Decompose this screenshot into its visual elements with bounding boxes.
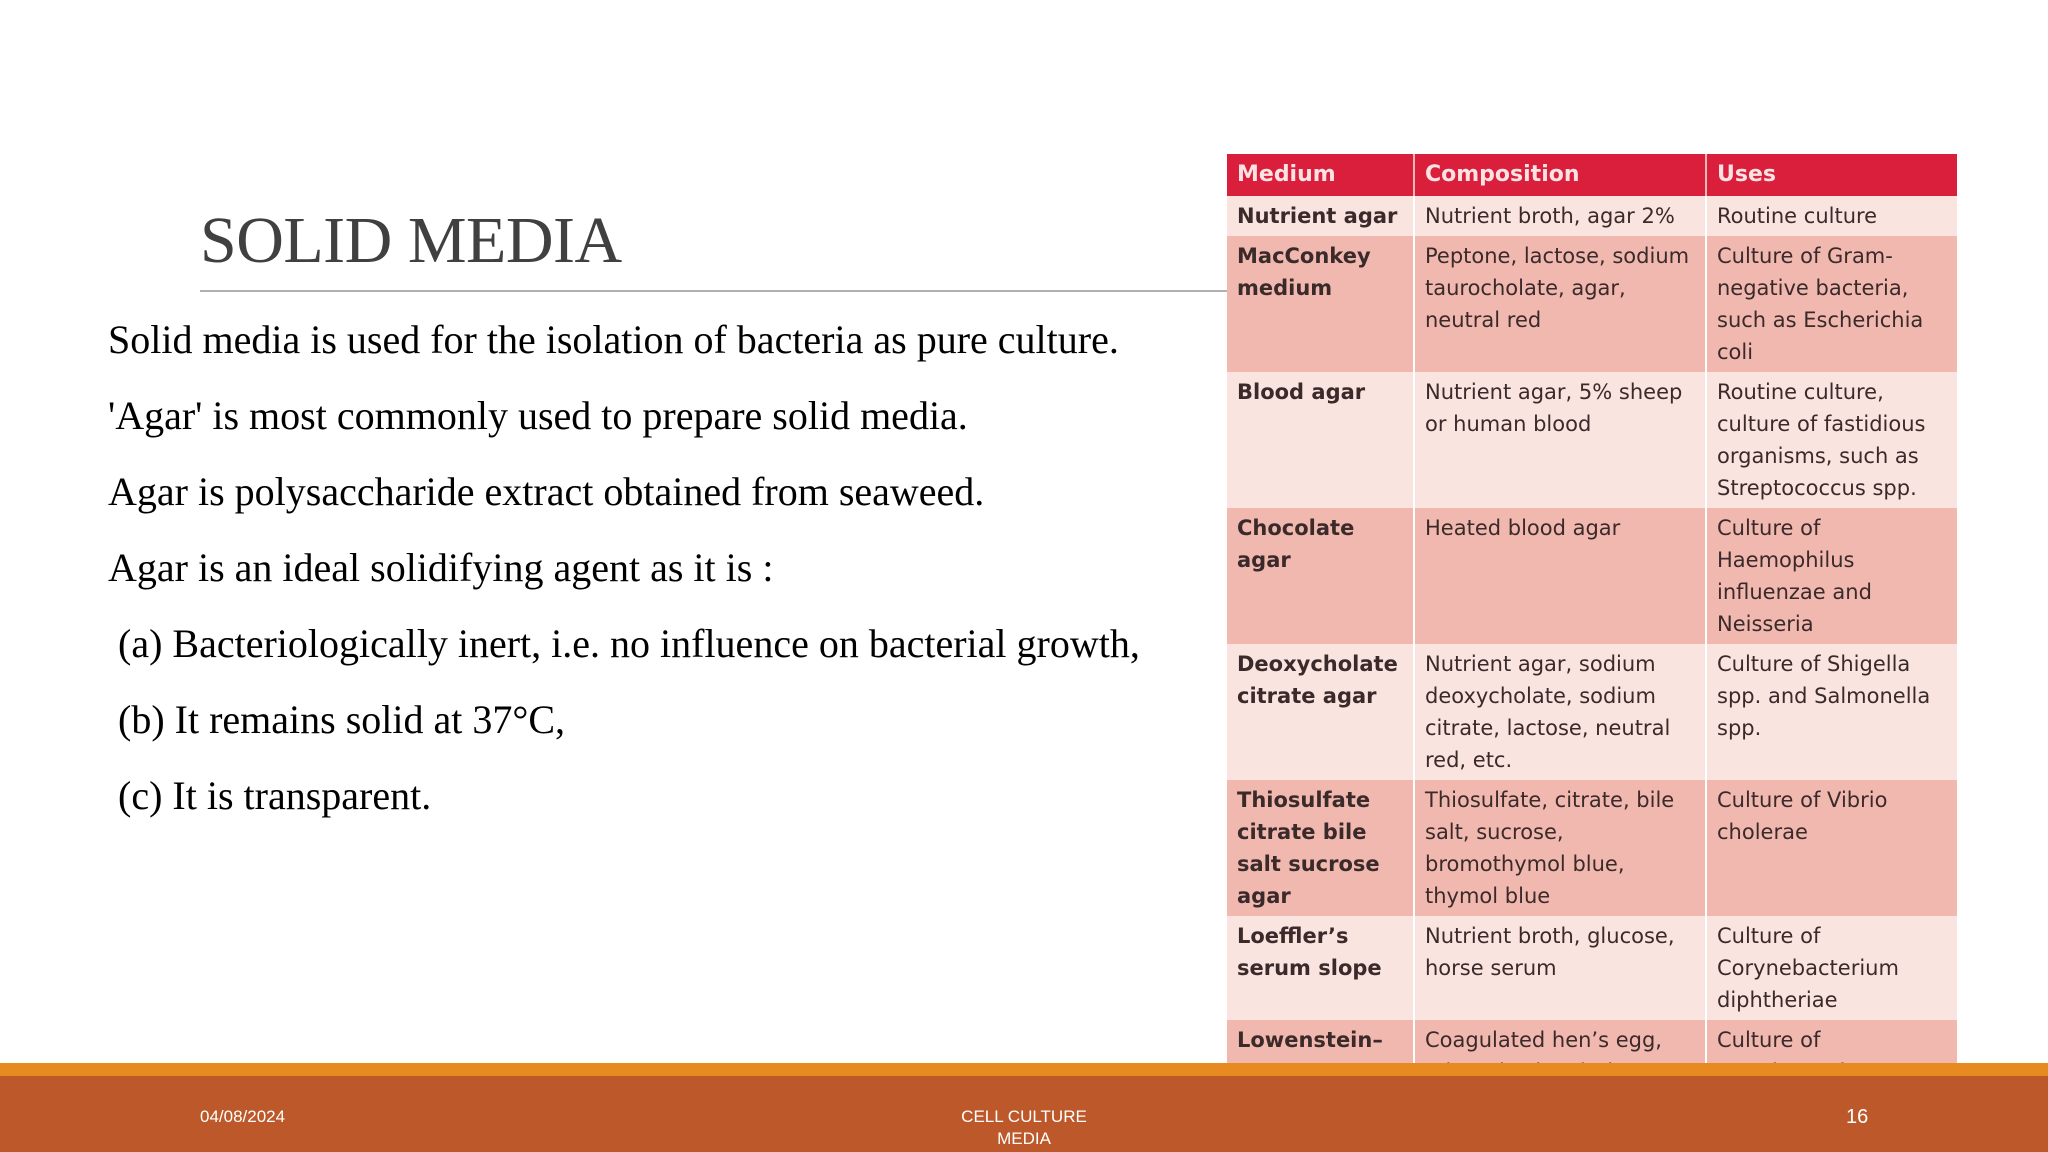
cell-uses: Culture of Gram-negative bacteria, such as Escherichia coli — [1706, 236, 1957, 372]
table-row — [1227, 196, 1957, 236]
cell-medium: MacConkey medium — [1227, 236, 1414, 372]
cell-composition: Nutrient agar, 5% sheep or human blood — [1414, 372, 1706, 508]
body-line-sub: (a) Bacteriologically inert, i.e. no influence on bacterial growth, — [118, 621, 1140, 666]
slide-title: SOLID MEDIA — [200, 204, 622, 277]
cell-medium: Thiosulfate citrate bile salt sucrose agar — [1227, 780, 1414, 916]
table-row — [1227, 916, 1957, 1020]
footer-date: 04/08/2024 — [200, 1107, 286, 1126]
cell-medium: Deoxycholate citrate agar — [1227, 644, 1414, 780]
cell-composition: Coagulated hen’s egg, — [1414, 1020, 1706, 1152]
cell-medium: Chocolate agar — [1227, 508, 1414, 644]
body-line: Agar is an ideal solidifying agent as it is : — [108, 545, 774, 590]
header-uses: Uses — [1706, 154, 1957, 196]
cell-uses: Routine culture — [1706, 196, 1957, 236]
body-line: 'Agar' is most commonly used to prepare solid media. — [108, 393, 968, 438]
cell-composition: Nutrient broth, agar 2% — [1414, 196, 1706, 236]
cell-uses: Routine culture, culture of fastidious organisms, such as Streptococcus spp. — [1706, 372, 1957, 508]
cell-medium: Lowenstein– — [1227, 1020, 1414, 1152]
cell-composition: Nutrient agar, sodium deoxycholate, sodium citrate, lactose, neutral red, etc. — [1414, 644, 1706, 780]
cell-composition: Heated blood agar — [1414, 508, 1706, 644]
cell-medium: Blood agar — [1227, 372, 1414, 508]
body-line-sub: (c) It is transparent. — [118, 773, 432, 818]
footer-accent-stripe — [0, 1063, 2048, 1076]
header-medium: Medium — [1227, 154, 1414, 196]
cell-uses: Culture of Shigella spp. and Salmonella spp. — [1706, 644, 1957, 780]
cell-composition: Nutrient broth, glucose, horse serum — [1414, 916, 1706, 1020]
body-line-sub: (b) It remains solid at 37°C, — [118, 697, 566, 742]
table-row — [1227, 508, 1957, 644]
cell-uses: Culture of Corynebacterium diphtheriae — [1706, 916, 1957, 1020]
slide-number: 16 — [1846, 1106, 1869, 1128]
table-row — [1227, 780, 1957, 916]
cell-medium: Loeffler’s serum slope — [1227, 916, 1414, 1020]
cell-composition: Peptone, lactose, sodium taurocholate, agar, neutral red — [1414, 236, 1706, 372]
header-composition: Composition — [1414, 154, 1706, 196]
body-line: Agar is polysaccharide extract obtained from seaweed. — [108, 469, 985, 514]
body-line: Solid media is used for the isolation of bacteria as pure culture. — [108, 317, 1119, 362]
table-header-row — [1227, 154, 1957, 196]
cell-composition: Thiosulfate, citrate, bile salt, sucrose, bromothymol blue, thymol blue — [1414, 780, 1706, 916]
cell-uses: Culture of — [1706, 1020, 1957, 1152]
table-row — [1227, 236, 1957, 372]
cell-medium: Nutrient agar — [1227, 196, 1414, 236]
table-row — [1227, 372, 1957, 508]
table-row — [1227, 644, 1957, 780]
culture-media-table — [1227, 154, 1957, 1152]
cell-uses: Culture of Vibrio cholerae — [1706, 780, 1957, 916]
slide-body — [108, 312, 1218, 844]
footer-title: CELL CULTURE MEDIA — [961, 1107, 1087, 1148]
title-underline — [200, 290, 1228, 292]
cell-uses: Culture of Haemophilus influenzae and Neisseria — [1706, 508, 1957, 644]
